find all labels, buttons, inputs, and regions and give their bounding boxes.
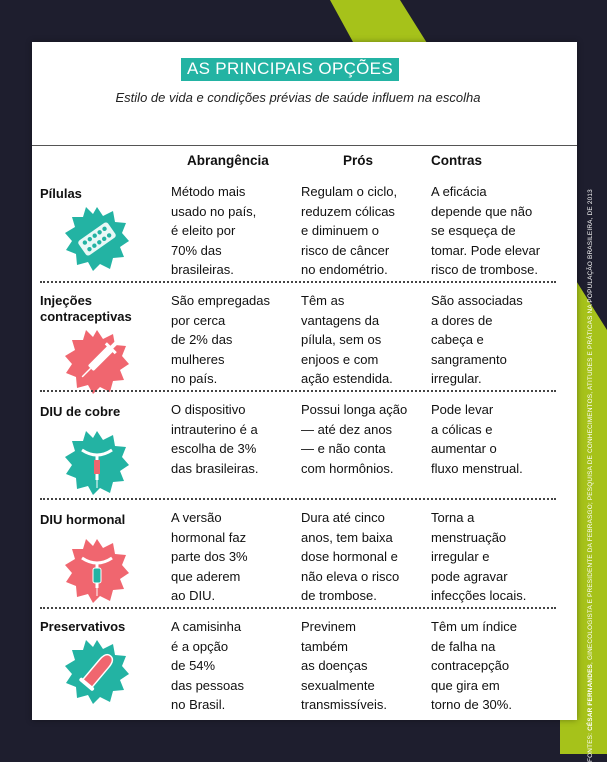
row-divider xyxy=(40,281,556,283)
syringe-icon xyxy=(64,329,130,395)
cell-pros: Previnem também as doenças sexualmente transmissíveis. xyxy=(301,619,387,712)
cell-pros: Regulam o ciclo, reduzem cólicas e diminuem o risco de câncer no endométrio. xyxy=(301,184,398,277)
source-credit xyxy=(587,142,594,762)
cell-abrangencia: A versão hormonal faz parte dos 3% que aderem ao DIU. xyxy=(171,510,248,603)
row-divider xyxy=(40,607,556,609)
page-title: AS PRINCIPAIS OPÇÕES xyxy=(181,58,399,81)
cell-abrangencia: Método mais usado no país, é eleito por 70% das brasileiras. xyxy=(171,184,257,277)
row-divider xyxy=(40,498,556,500)
row-label: Preservativos xyxy=(40,619,126,634)
page-subtitle: Estilo de vida e condições prévias de saúde influem na escolha xyxy=(115,90,481,105)
row-label: DIU de cobre xyxy=(40,404,121,419)
header-rule xyxy=(32,145,577,146)
cell-contras: Têm um índice de falha na contracepção que gira em torno de 30%. xyxy=(431,619,517,712)
source-name: CÉSAR FERNANDES xyxy=(587,664,594,731)
row-divider xyxy=(40,390,556,392)
cell-contras: A eficácia depende que não se esqueça de tomar. Pode elevar risco de trombose. xyxy=(431,184,541,277)
cell-contras: Torna a menstruação irregular e pode agravar infecções locais. xyxy=(431,510,527,603)
cell-abrangencia: A camisinha é a opção de 54% das pessoas no Brasil. xyxy=(171,619,244,712)
cell-abrangencia: São empregadas por cerca de 2% das mulheres no país. xyxy=(171,293,271,386)
row-label: DIU hormonal xyxy=(40,512,126,527)
copper-iud-icon xyxy=(64,430,130,496)
condom-icon xyxy=(64,639,130,705)
column-header-pros: Prós xyxy=(343,153,374,168)
source-details: , GINECOLOGISTA E PRESIDENTE DA FEBRASGO; PESQUISA DE CONHECIMENTOS, ATITUDES E PRÁTICAS NA POPULAÇÃO BRASILEIRA, DE 2013 xyxy=(587,189,594,664)
cell-abrangencia: O dispositivo intrauterino é a escolha de 3% das brasileiras. xyxy=(171,402,259,476)
pill-pack-icon xyxy=(64,206,130,272)
cell-pros: Possui longa ação — até dez anos — e não conta com hormônios. xyxy=(301,402,408,476)
source-prefix: FONTES: xyxy=(587,730,594,762)
row-label: Pílulas xyxy=(40,186,82,201)
cell-pros: Dura até cinco anos, tem baixa dose hormonal e não eleva o risco de trombose. xyxy=(301,510,400,603)
infographic-card xyxy=(32,42,594,762)
column-header-contras: Contras xyxy=(431,153,483,168)
row-label: Injeções contraceptivas xyxy=(40,293,132,324)
cell-contras: Pode levar a cólicas e aumentar o fluxo menstrual. xyxy=(431,402,523,476)
column-header-abrangencia: Abrangência xyxy=(187,153,269,168)
cell-contras: São associadas a dores de cabeça e sangramento irregular. xyxy=(431,293,523,386)
hormonal-iud-icon xyxy=(64,538,130,604)
cell-pros: Têm as vantagens da pílula, sem os enjoos e com ação estendida. xyxy=(301,293,393,386)
